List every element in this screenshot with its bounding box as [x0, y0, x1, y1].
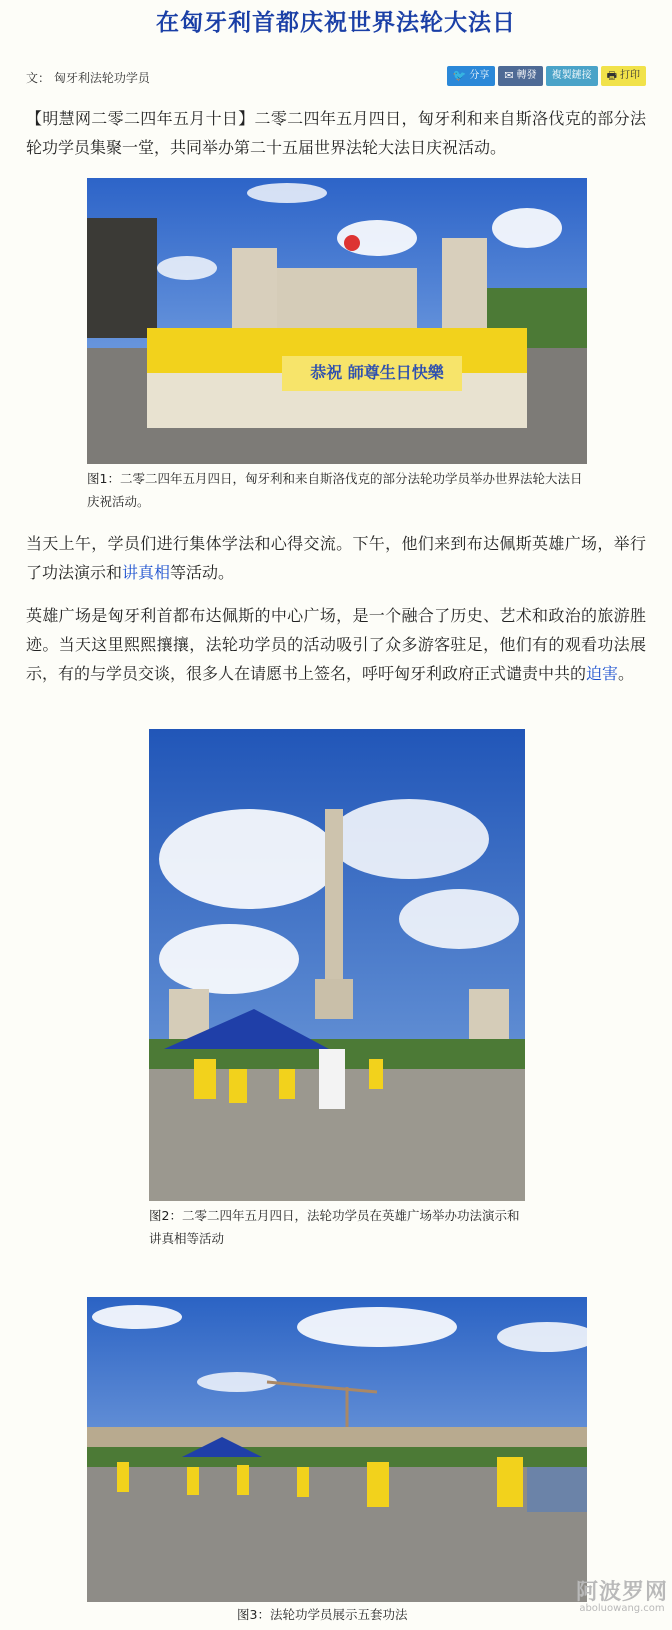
- paragraph-2-text-b: 等活动。: [170, 563, 235, 582]
- banner-text: 恭祝 師尊生日快樂: [310, 363, 444, 382]
- figure-1-caption: 图1：二零二四年五月四日，匈牙利和来自斯洛伐克的部分法轮功学员举办世界法轮大法日庆祝活动。: [87, 471, 583, 509]
- forward-button[interactable]: [498, 66, 542, 86]
- printer-icon: 🖶: [606, 69, 617, 82]
- watermark-url: aboluowang.com: [579, 1603, 665, 1614]
- share-label: 分享: [469, 70, 490, 81]
- paragraph-3: [26, 601, 646, 688]
- watermark-title: 阿波罗网: [575, 1580, 668, 1605]
- link-truth-clarification[interactable]: 讲真相: [122, 563, 171, 582]
- print-button[interactable]: [601, 66, 646, 86]
- site-watermark: [576, 1575, 668, 1614]
- photo-exercise-demonstration: [87, 1297, 587, 1602]
- twitter-bird-icon: 🐦: [452, 69, 467, 82]
- photo-group-celebration: [87, 178, 587, 464]
- photo-heroes-square-activity: [149, 729, 525, 1201]
- mail-forward-icon: ✉: [504, 69, 514, 82]
- forward-label: 轉發: [516, 70, 537, 81]
- share-toolbar: [447, 66, 646, 86]
- share-button[interactable]: [447, 66, 496, 86]
- paragraph-2: [26, 529, 646, 587]
- figure-3-caption: 图3：法轮功学员展示五套功法: [237, 1607, 408, 1622]
- author-line: 文： 匈牙利法轮功学员: [26, 71, 150, 85]
- copy-link-label: 複製鏈接: [551, 70, 592, 81]
- copy-link-button[interactable]: [546, 66, 598, 86]
- paragraph-1: 【明慧网二零二四年五月十日】二零二四年五月四日，匈牙利和来自斯洛伐克的部分法轮功学员集聚一堂，共同举办第二十五届世界法轮大法日庆祝活动。: [26, 109, 646, 157]
- figure-2-caption: 图2：二零二四年五月四日，法轮功学员在英雄广场举办功法演示和讲真相等活动: [149, 1208, 520, 1246]
- link-persecution[interactable]: 迫害: [586, 664, 619, 683]
- paragraph-3-text-b: 。: [618, 664, 635, 683]
- meta-row: [26, 66, 646, 88]
- article-title: 在匈牙利首都庆祝世界法轮大法日: [156, 9, 516, 36]
- paragraph-3-text-a: 英雄广场是匈牙利首都布达佩斯的中心广场，是一个融合了历史、艺术和政治的旅游胜迹。当天这里熙熙攘攘，法轮功学员的活动吸引了众多游客驻足，他们有的观看功法展示，有的与学员交谈，很多人在请愿书上签名，呼吁匈牙利政府正式谴责中共的: [26, 606, 646, 683]
- paragraph-2-text-a: 当天上午，学员们进行集体学法和心得交流。下午，他们来到布达佩斯英雄广场，举行了功法演示和: [26, 534, 646, 582]
- print-label: 打印: [620, 70, 640, 81]
